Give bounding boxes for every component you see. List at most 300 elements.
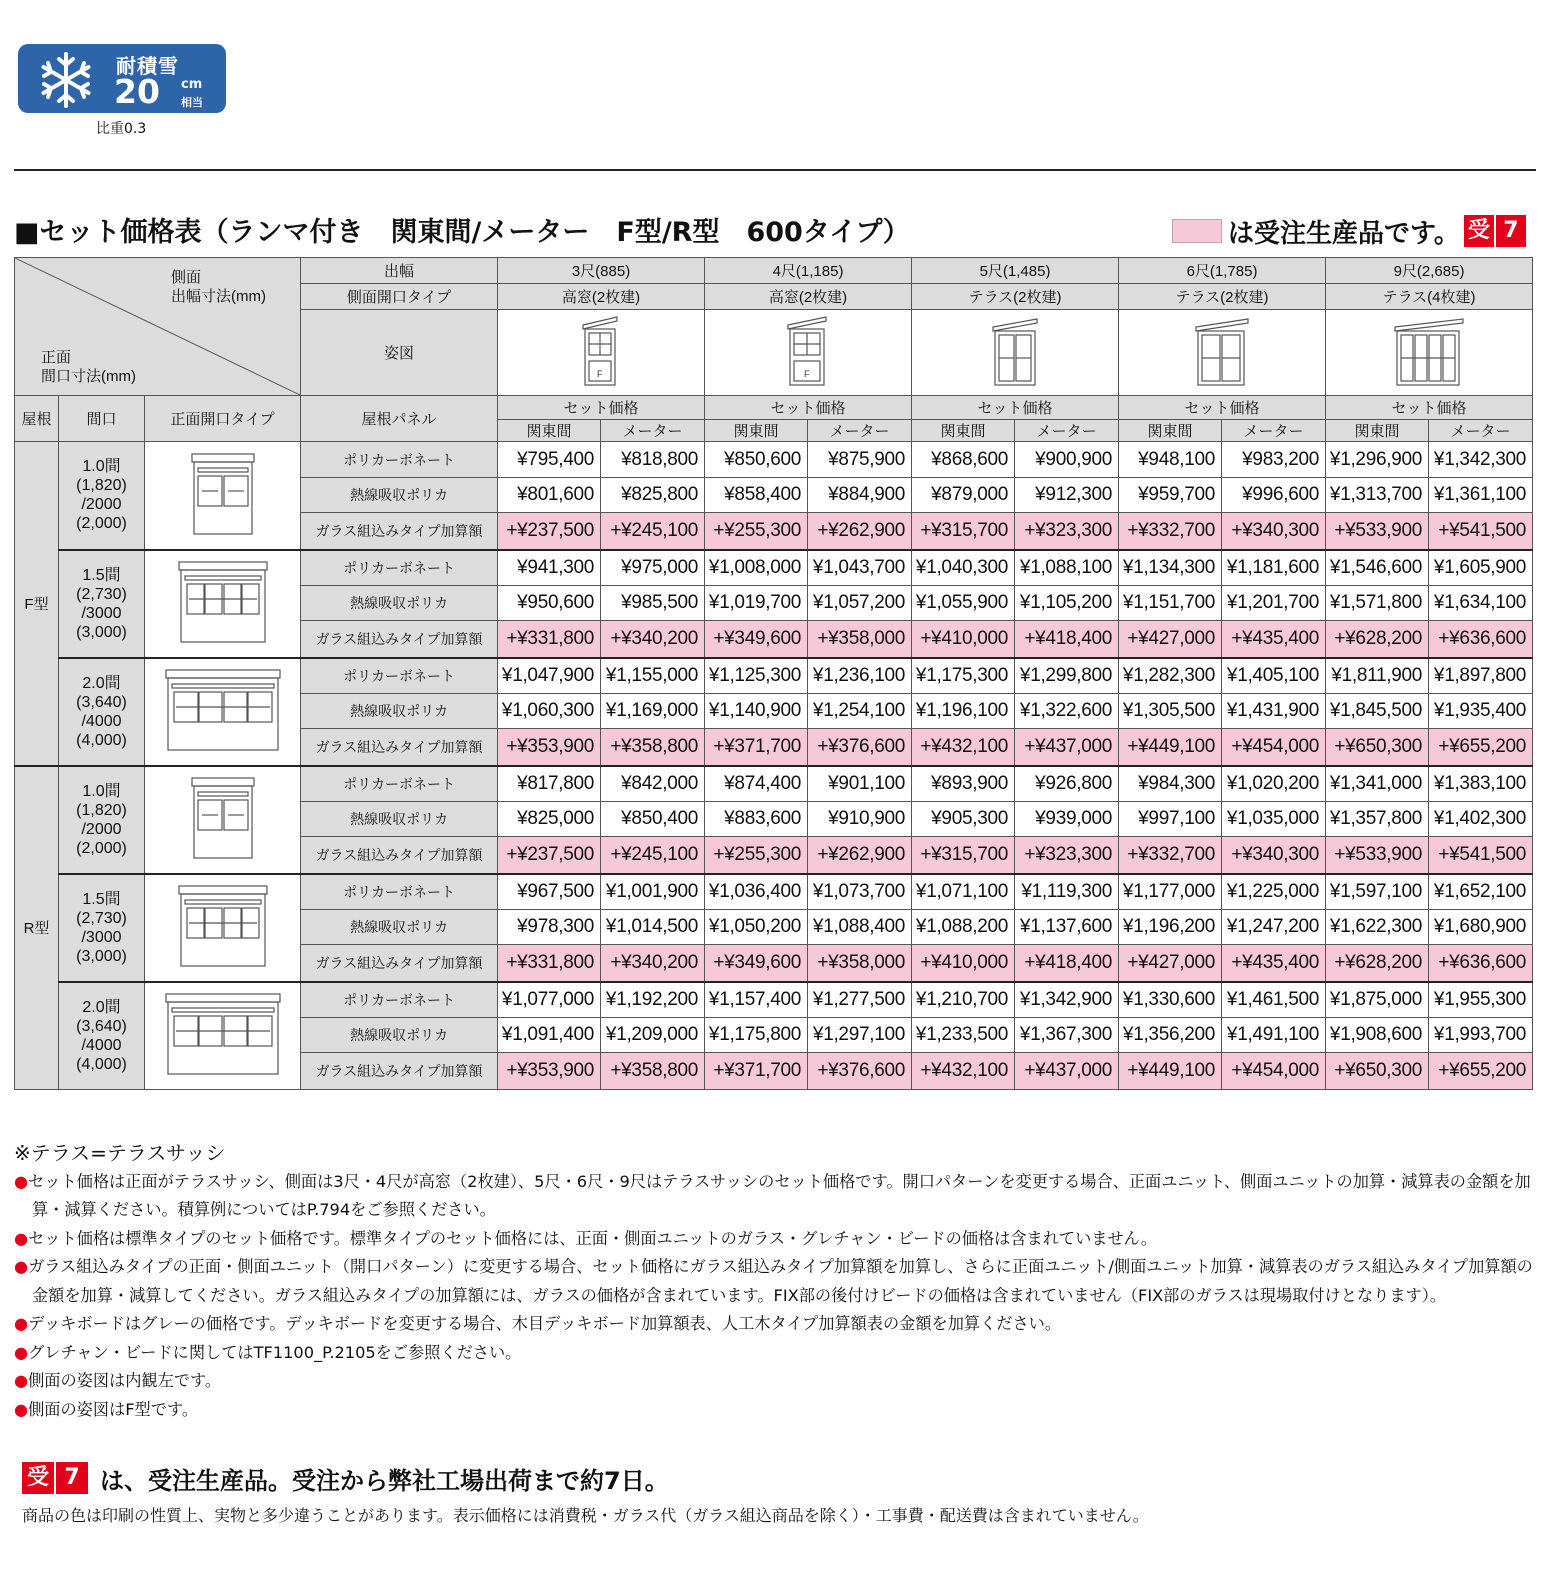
bullet-icon: ●	[14, 1257, 29, 1276]
kanto-header: 関東間	[705, 420, 808, 442]
price-cell: ¥1,201,700	[1222, 586, 1326, 621]
side-figure-image	[1391, 313, 1467, 389]
price-cell: ¥1,157,400	[705, 982, 808, 1018]
made-to-order-text: は、受注生産品。受注から弊社工場出荷まで約7日。	[100, 1466, 669, 1495]
price-cell: +¥655,200	[1429, 729, 1533, 766]
kanto-header: 関東間	[912, 420, 1015, 442]
side-type: テラス(4枚建)	[1326, 284, 1533, 310]
depth-size: 9尺(2,685)	[1326, 258, 1533, 284]
price-cell: ¥1,088,100	[1015, 550, 1119, 586]
price-cell: ¥1,035,000	[1222, 802, 1326, 837]
depth-size: 5尺(1,485)	[912, 258, 1119, 284]
price-cell: ¥975,000	[601, 550, 705, 586]
price-cell: +¥353,900	[498, 729, 601, 766]
note-item: ●デッキボードはグレーの価格です。デッキボードを変更する場合、木目デッキボード加算額表、人工木タイプ加算額表の金額を加算ください。	[14, 1314, 1062, 1333]
price-cell: +¥371,700	[705, 729, 808, 766]
price-cell: +¥435,400	[1222, 621, 1326, 658]
price-cell: ¥875,900	[808, 442, 912, 478]
price-cell: ¥1,125,300	[705, 658, 808, 694]
price-cell: +¥427,000	[1119, 945, 1222, 982]
price-cell: ¥1,491,100	[1222, 1018, 1326, 1053]
price-cell: ¥1,875,000	[1326, 982, 1429, 1018]
panel-label: 熱線吸収ポリカ	[301, 478, 498, 513]
price-cell: +¥437,000	[1015, 1053, 1119, 1090]
note-item: ●側面の姿図は内観左です。	[14, 1371, 222, 1390]
price-cell: +¥323,300	[1015, 513, 1119, 550]
mark-char: 受	[26, 1465, 49, 1490]
panel-label: 熱線吸収ポリカ	[301, 1018, 498, 1053]
price-cell: ¥996,600	[1222, 478, 1326, 513]
price-cell: ¥1,210,700	[912, 982, 1015, 1018]
set-price-header: セット価格	[912, 396, 1119, 420]
price-cell: ¥1,073,700	[808, 874, 912, 910]
price-cell: ¥1,897,800	[1429, 658, 1533, 694]
kanto-header: 関東間	[1119, 420, 1222, 442]
front-unit-figure	[145, 982, 301, 1090]
price-cell: ¥997,100	[1119, 802, 1222, 837]
price-cell: ¥1,050,200	[705, 910, 808, 945]
width-col-header: 間口	[59, 396, 145, 442]
table-row	[15, 658, 1533, 694]
width-size-cell: 1.5間 (2,730) /3000 (3,000)	[59, 874, 145, 982]
price-cell: ¥1,151,700	[1119, 586, 1222, 621]
bullet-icon: ●	[14, 1314, 29, 1333]
width-size-cell: 1.0間 (1,820) /2000 (2,000)	[59, 766, 145, 874]
price-cell: ¥1,192,200	[601, 982, 705, 1018]
table-row	[15, 442, 1533, 478]
price-table-body	[15, 442, 1533, 1090]
price-cell: +¥245,100	[601, 513, 705, 550]
page-title: ■セット価格表（ランマ付き 関東間/メーター F型/R型 600タイプ）	[14, 217, 910, 248]
price-cell: ¥1,356,200	[1119, 1018, 1222, 1053]
price-cell: +¥533,900	[1326, 513, 1429, 550]
price-cell: +¥262,900	[808, 837, 912, 874]
price-cell: ¥801,600	[498, 478, 601, 513]
panel-label: 熱線吸収ポリカ	[301, 910, 498, 945]
set-price-header: セット価格	[1119, 396, 1326, 420]
price-cell: ¥874,400	[705, 766, 808, 802]
table-row	[15, 874, 1533, 910]
price-cell: ¥1,055,900	[912, 586, 1015, 621]
roof-col-header: 屋根	[15, 396, 59, 442]
price-cell: ¥1,236,100	[808, 658, 912, 694]
front-unit-figure	[145, 442, 301, 550]
side-figure-image	[985, 313, 1045, 389]
notes	[14, 1139, 1544, 1424]
panel-header: 屋根パネル	[301, 396, 498, 442]
side-type: 高窓(2枚建)	[498, 284, 705, 310]
price-cell: ¥1,342,900	[1015, 982, 1119, 1018]
width-size-cell: 2.0間 (3,640) /4000 (4,000)	[59, 658, 145, 766]
price-cell: +¥255,300	[705, 837, 808, 874]
side-figure-4shaku	[705, 310, 912, 396]
note-item: ●ガラス組込みタイプの正面・側面ユニット（開口パターン）に変更する場合、セット価格にガラス組込みタイプ加算額を加算し、さらに正面ユニット/側面ユニット加算・減算表のガラス組込みタイプ加算額の金額を加算・減算してください。ガラス組込みタイプの加算額には、ガラスの価格が含まれています。FIX部の後付けビードの価格は含まれていません（FIX部のガラスは現場取付けとなります）。	[14, 1257, 1533, 1305]
price-cell: +¥237,500	[498, 513, 601, 550]
price-cell: ¥1,330,600	[1119, 982, 1222, 1018]
figure-header: 姿図	[301, 310, 498, 396]
meter-header: メーター	[1429, 420, 1533, 442]
panel-label: ポリカーボネート	[301, 982, 498, 1018]
side-type-header: 側面開口タイプ	[301, 284, 498, 310]
price-table	[14, 257, 1533, 1090]
price-cell: ¥1,361,100	[1429, 478, 1533, 513]
divider	[14, 169, 1536, 171]
price-cell: ¥967,500	[498, 874, 601, 910]
price-cell: +¥454,000	[1222, 729, 1326, 766]
badge-unit-suffix: 相当	[181, 96, 203, 109]
price-cell: ¥1,008,000	[705, 550, 808, 586]
price-cell: ¥1,282,300	[1119, 658, 1222, 694]
price-cell: ¥1,845,500	[1326, 694, 1429, 729]
price-cell: ¥1,137,600	[1015, 910, 1119, 945]
price-cell: +¥349,600	[705, 945, 808, 982]
table-row	[15, 766, 1533, 802]
meter-header: メーター	[1015, 420, 1119, 442]
price-cell: ¥1,047,900	[498, 658, 601, 694]
footer-disclaimer: 商品の色は印刷の性質上、実物と多少違うことがあります。表示価格には消費税・ガラス代（ガラス組込商品を除く）・工事費・配送費は含まれていません。	[22, 1506, 1149, 1525]
panel-label: ポリカーボネート	[301, 442, 498, 478]
note-item: ●側面の姿図はF型です。	[14, 1399, 199, 1419]
price-cell: ¥1,461,500	[1222, 982, 1326, 1018]
corner-header	[15, 258, 301, 396]
panel-label: ガラス組込みタイプ加算額	[301, 1053, 498, 1090]
meter-header: メーター	[808, 420, 912, 442]
price-cell: ¥1,277,500	[808, 982, 912, 1018]
snowflake-icon	[36, 50, 96, 110]
price-cell: ¥883,600	[705, 802, 808, 837]
svg-text:F: F	[597, 368, 603, 379]
bullet-icon: ●	[14, 1371, 29, 1390]
side-type: 高窓(2枚建)	[705, 284, 912, 310]
price-cell: ¥1,043,700	[808, 550, 912, 586]
price-cell: ¥1,140,900	[705, 694, 808, 729]
price-cell: ¥1,209,000	[601, 1018, 705, 1053]
price-cell: ¥850,400	[601, 802, 705, 837]
price-cell: ¥1,088,200	[912, 910, 1015, 945]
price-cell: +¥353,900	[498, 1053, 601, 1090]
front-unit-figure	[145, 550, 301, 658]
pink-swatch	[1172, 219, 1222, 243]
price-cell: ¥884,900	[808, 478, 912, 513]
price-cell: ¥825,800	[601, 478, 705, 513]
price-cell: ¥1,155,000	[601, 658, 705, 694]
price-cell: +¥454,000	[1222, 1053, 1326, 1090]
price-cell: ¥1,077,000	[498, 982, 601, 1018]
price-cell: +¥437,000	[1015, 729, 1119, 766]
depth-size: 6尺(1,785)	[1119, 258, 1326, 284]
notes-heading: ※テラス=テラスサッシ	[14, 1141, 226, 1165]
price-cell: ¥959,700	[1119, 478, 1222, 513]
price-cell: ¥1,680,900	[1429, 910, 1533, 945]
price-cell: +¥410,000	[912, 945, 1015, 982]
price-cell: +¥331,800	[498, 621, 601, 658]
note-item: ●セット価格は標準タイプのセット価格です。標準タイプのセット価格には、正面・側面ユニットのガラス・グレチャン・ビードの価格は含まれていません。	[14, 1228, 1158, 1248]
price-cell: ¥1,383,100	[1429, 766, 1533, 802]
width-size-cell: 2.0間 (3,640) /4000 (4,000)	[59, 982, 145, 1090]
made-to-order-mark	[22, 1462, 88, 1494]
price-cell: ¥1,091,400	[498, 1018, 601, 1053]
meter-header: メーター	[1222, 420, 1326, 442]
side-figure-image	[571, 313, 631, 389]
price-cell: ¥795,400	[498, 442, 601, 478]
price-cell: +¥418,400	[1015, 945, 1119, 982]
price-cell: ¥1,367,300	[1015, 1018, 1119, 1053]
roof-type-cell: R型	[15, 766, 59, 1090]
price-cell: +¥628,200	[1326, 621, 1429, 658]
price-cell: ¥1,057,200	[808, 586, 912, 621]
mark-days: 7	[54, 1462, 88, 1494]
width-size-cell: 1.0間 (1,820) /2000 (2,000)	[59, 442, 145, 550]
badge-value: 20	[114, 72, 160, 111]
legend-text: は受注生産品です。	[1228, 218, 1460, 249]
price-cell: ¥1,313,700	[1326, 478, 1429, 513]
price-cell: +¥349,600	[705, 621, 808, 658]
price-cell: ¥1,622,300	[1326, 910, 1429, 945]
price-cell: ¥1,405,100	[1222, 658, 1326, 694]
price-cell: +¥650,300	[1326, 1053, 1429, 1090]
bullet-icon: ●	[14, 1228, 29, 1248]
price-cell: +¥315,700	[912, 837, 1015, 874]
depth-size: 4尺(1,185)	[705, 258, 912, 284]
front-unit-figure	[145, 658, 301, 766]
price-cell: +¥636,600	[1429, 621, 1533, 658]
price-cell: ¥1,088,400	[808, 910, 912, 945]
price-cell: ¥1,020,200	[1222, 766, 1326, 802]
width-size-cell: 1.5間 (2,730) /3000 (3,000)	[59, 550, 145, 658]
mark-days: 7	[1494, 215, 1526, 247]
price-cell: ¥1,322,600	[1015, 694, 1119, 729]
price-cell: ¥1,001,900	[601, 874, 705, 910]
price-cell: +¥245,100	[601, 837, 705, 874]
price-cell: ¥868,600	[912, 442, 1015, 478]
price-cell: ¥1,071,100	[912, 874, 1015, 910]
price-cell: ¥850,600	[705, 442, 808, 478]
price-cell: ¥1,305,500	[1119, 694, 1222, 729]
price-cell: ¥1,175,300	[912, 658, 1015, 694]
panel-label: 熱線吸収ポリカ	[301, 586, 498, 621]
price-cell: +¥650,300	[1326, 729, 1429, 766]
bullet-icon: ●	[14, 1399, 29, 1419]
price-cell: ¥1,014,500	[601, 910, 705, 945]
price-cell: +¥432,100	[912, 729, 1015, 766]
corner-top-label: 側面 出幅寸法(mm)	[171, 269, 266, 305]
price-cell: ¥900,900	[1015, 442, 1119, 478]
price-cell: +¥237,500	[498, 837, 601, 874]
price-cell: ¥1,571,800	[1326, 586, 1429, 621]
price-cell: +¥255,300	[705, 513, 808, 550]
kanto-header: 関東間	[498, 420, 601, 442]
price-cell: ¥1,955,300	[1429, 982, 1533, 1018]
price-cell: ¥1,019,700	[705, 586, 808, 621]
price-cell: ¥905,300	[912, 802, 1015, 837]
price-cell: +¥358,800	[601, 729, 705, 766]
price-cell: +¥427,000	[1119, 621, 1222, 658]
price-cell: +¥628,200	[1326, 945, 1429, 982]
price-cell: ¥842,000	[601, 766, 705, 802]
price-cell: ¥1,254,100	[808, 694, 912, 729]
price-cell: +¥358,000	[808, 945, 912, 982]
price-cell: ¥1,296,900	[1326, 442, 1429, 478]
price-cell: +¥340,200	[601, 621, 705, 658]
price-cell: ¥1,181,600	[1222, 550, 1326, 586]
panel-label: 熱線吸収ポリカ	[301, 802, 498, 837]
panel-label: ポリカーボネート	[301, 766, 498, 802]
price-cell: ¥910,900	[808, 802, 912, 837]
panel-label: ポリカーボネート	[301, 874, 498, 910]
badge-unit: cm	[181, 77, 203, 92]
price-cell: +¥262,900	[808, 513, 912, 550]
price-cell: +¥315,700	[912, 513, 1015, 550]
price-cell: ¥985,500	[601, 586, 705, 621]
price-cell: ¥1,119,300	[1015, 874, 1119, 910]
set-price-header: セット価格	[498, 396, 705, 420]
note-item: ●セット価格は正面がテラスサッシ、側面は3尺・4尺が高窓（2枚建）、5尺・6尺・9尺はテラスサッシのセット価格です。開口パターンを変更する場合、正面ユニット、側面ユニットの加算・減算表の金額を加算・減算ください。積算例についてはP.794をご参照ください。	[14, 1171, 1531, 1219]
side-figure-9shaku	[1326, 310, 1533, 396]
panel-label: ガラス組込みタイプ加算額	[301, 729, 498, 766]
side-figure-5shaku	[912, 310, 1119, 396]
bullet-icon: ●	[14, 1342, 29, 1362]
legend	[1172, 214, 1526, 248]
front-unit-figure	[145, 874, 301, 982]
panel-label: ガラス組込みタイプ加算額	[301, 945, 498, 982]
snow-load-badge	[18, 44, 226, 113]
side-figure-3shaku	[498, 310, 705, 396]
price-cell: ¥950,600	[498, 586, 601, 621]
depth-header: 出幅	[301, 258, 498, 284]
price-cell: +¥358,800	[601, 1053, 705, 1090]
price-cell: ¥858,400	[705, 478, 808, 513]
price-cell: +¥323,300	[1015, 837, 1119, 874]
side-type: テラス(2枚建)	[1119, 284, 1326, 310]
price-cell: ¥1,036,400	[705, 874, 808, 910]
made-to-order-mark	[1464, 215, 1526, 247]
side-type: テラス(2枚建)	[912, 284, 1119, 310]
price-cell: ¥1,431,900	[1222, 694, 1326, 729]
price-cell: ¥983,200	[1222, 442, 1326, 478]
price-cell: ¥939,000	[1015, 802, 1119, 837]
price-cell: ¥1,247,200	[1222, 910, 1326, 945]
svg-text:F: F	[804, 368, 810, 379]
kanto-header: 関東間	[1326, 420, 1429, 442]
table-row	[15, 982, 1533, 1018]
side-figure-6shaku	[1119, 310, 1326, 396]
price-cell: +¥449,100	[1119, 1053, 1222, 1090]
price-cell: ¥901,100	[808, 766, 912, 802]
price-cell: ¥1,105,200	[1015, 586, 1119, 621]
price-cell: ¥817,800	[498, 766, 601, 802]
price-cell: +¥331,800	[498, 945, 601, 982]
price-cell: ¥1,597,100	[1326, 874, 1429, 910]
panel-label: ガラス組込みタイプ加算額	[301, 837, 498, 874]
price-cell: +¥432,100	[912, 1053, 1015, 1090]
price-cell: ¥1,297,100	[808, 1018, 912, 1053]
price-cell: ¥825,000	[498, 802, 601, 837]
made-to-order-notice	[22, 1460, 669, 1496]
corner-bottom-label: 正面 間口寸法(mm)	[41, 349, 136, 385]
price-cell: +¥410,000	[912, 621, 1015, 658]
price-cell: +¥332,700	[1119, 513, 1222, 550]
side-figure-image	[1190, 313, 1254, 389]
badge-label: 耐積雪	[116, 54, 179, 78]
price-cell: +¥340,300	[1222, 837, 1326, 874]
price-cell: +¥541,500	[1429, 513, 1533, 550]
price-cell: +¥376,600	[808, 729, 912, 766]
panel-label: ガラス組込みタイプ加算額	[301, 621, 498, 658]
price-cell: ¥1,040,300	[912, 550, 1015, 586]
price-cell: ¥978,300	[498, 910, 601, 945]
price-cell: ¥818,800	[601, 442, 705, 478]
mark-char: 受	[1467, 218, 1490, 243]
price-cell: ¥1,908,600	[1326, 1018, 1429, 1053]
set-price-header: セット価格	[705, 396, 912, 420]
price-cell: ¥1,935,400	[1429, 694, 1533, 729]
price-cell: ¥984,300	[1119, 766, 1222, 802]
price-cell: ¥1,811,900	[1326, 658, 1429, 694]
price-cell: ¥1,993,700	[1429, 1018, 1533, 1053]
price-cell: ¥1,299,800	[1015, 658, 1119, 694]
front-unit-figure	[145, 766, 301, 874]
meter-header: メーター	[601, 420, 705, 442]
price-cell: ¥1,605,900	[1429, 550, 1533, 586]
price-cell: +¥371,700	[705, 1053, 808, 1090]
panel-label: ポリカーボネート	[301, 658, 498, 694]
bullet-icon: ●	[14, 1171, 29, 1191]
price-cell: ¥948,100	[1119, 442, 1222, 478]
price-cell: +¥449,100	[1119, 729, 1222, 766]
price-cell: +¥533,900	[1326, 837, 1429, 874]
price-cell: +¥418,400	[1015, 621, 1119, 658]
price-cell: ¥1,134,300	[1119, 550, 1222, 586]
note-item: ●グレチャン・ビードに関してはTF1100_P.2105をご参照ください。	[14, 1342, 522, 1362]
price-cell: +¥435,400	[1222, 945, 1326, 982]
panel-label: 熱線吸収ポリカ	[301, 694, 498, 729]
price-cell: +¥340,300	[1222, 513, 1326, 550]
price-cell: ¥893,900	[912, 766, 1015, 802]
price-cell: ¥1,342,300	[1429, 442, 1533, 478]
roof-type-cell: F型	[15, 442, 59, 766]
panel-label: ガラス組込みタイプ加算額	[301, 513, 498, 550]
price-cell: +¥541,500	[1429, 837, 1533, 874]
depth-size: 3尺(885)	[498, 258, 705, 284]
price-cell: +¥376,600	[808, 1053, 912, 1090]
price-cell: +¥636,600	[1429, 945, 1533, 982]
price-cell: ¥941,300	[498, 550, 601, 586]
price-cell: ¥926,800	[1015, 766, 1119, 802]
price-cell: ¥912,300	[1015, 478, 1119, 513]
set-price-header: セット価格	[1326, 396, 1533, 420]
price-cell: ¥1,196,100	[912, 694, 1015, 729]
price-cell: ¥1,175,800	[705, 1018, 808, 1053]
price-cell: ¥879,000	[912, 478, 1015, 513]
price-cell: ¥1,177,000	[1119, 874, 1222, 910]
panel-label: ポリカーボネート	[301, 550, 498, 586]
side-figure-image	[778, 313, 838, 389]
price-cell: ¥1,652,100	[1429, 874, 1533, 910]
price-cell: ¥1,634,100	[1429, 586, 1533, 621]
price-cell: ¥1,060,300	[498, 694, 601, 729]
price-cell: +¥340,200	[601, 945, 705, 982]
price-cell: +¥358,000	[808, 621, 912, 658]
price-cell: ¥1,546,600	[1326, 550, 1429, 586]
price-cell: ¥1,196,200	[1119, 910, 1222, 945]
price-cell: +¥655,200	[1429, 1053, 1533, 1090]
price-cell: +¥332,700	[1119, 837, 1222, 874]
table-row	[15, 550, 1533, 586]
price-cell: ¥1,233,500	[912, 1018, 1015, 1053]
specific-gravity-note: 比重0.3	[96, 121, 147, 137]
price-cell: ¥1,341,000	[1326, 766, 1429, 802]
price-cell: ¥1,357,800	[1326, 802, 1429, 837]
